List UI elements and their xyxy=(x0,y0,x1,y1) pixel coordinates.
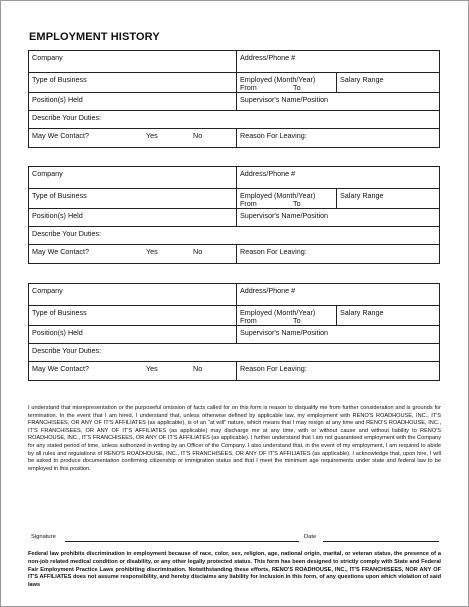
company-field[interactable] xyxy=(29,167,236,188)
may-we-contact-label: May We Contact? xyxy=(32,364,89,373)
employed-label: Employed (Month/Year) xyxy=(240,308,316,317)
to-label: To xyxy=(293,316,301,325)
duties-field[interactable] xyxy=(29,227,439,244)
contact-row xyxy=(29,245,439,263)
date-line[interactable] xyxy=(323,541,439,542)
reason-for-leaving-label: Reason For Leaving: xyxy=(240,247,307,256)
from-label: From xyxy=(240,316,257,325)
duties-label: Describe Your Duties: xyxy=(32,346,102,355)
salary-range-field[interactable] xyxy=(336,306,439,325)
contact-row xyxy=(29,129,439,147)
supervisor-label: Supervisor's Name/Position xyxy=(240,95,329,104)
employer-block-1 xyxy=(28,50,440,148)
reason-for-leaving-field[interactable] xyxy=(236,129,439,147)
address-phone-field[interactable] xyxy=(236,167,439,188)
contact-yes-option[interactable]: Yes xyxy=(146,247,158,256)
positions-held-field[interactable] xyxy=(29,326,236,343)
company-label: Company xyxy=(32,53,63,62)
company-label: Company xyxy=(32,169,63,178)
duties-field[interactable] xyxy=(29,111,439,128)
positions-held-label: Position(s) Held xyxy=(32,328,83,337)
salary-range-label: Salary Range xyxy=(340,75,384,84)
page-title: EMPLOYMENT HISTORY xyxy=(29,31,160,43)
type-of-business-field[interactable] xyxy=(29,73,236,92)
salary-range-label: Salary Range xyxy=(340,308,384,317)
acknowledgement-paragraph: I understand that misrepresentation or the purposeful omission of facts called for on this form is reason to disqualify me from further consideration and is grounds for termination. In the event that I am hired, I understand that, unless otherwise defined by applicable law, my employment with RENO'S ROADHOUSE, INC., IT'S FRANCHISEES, OR ANY OF IT'S AFFILIATES (as applicable), is of an "at will" nature, which means that I may resign at any time and RENO'S ROADHOUSE, INC., IT'S FRANCHISEES, OR ANY OF IT'S AFFILIATES (as applicable) may discharge me at any time, with or without cause and without liability to RENO'S ROADHOUSE, INC., IT'S FRANCHISEES, OR ANY OF IT'S AFFILIATES (as applicable). I further understand that I am not guaranteed employment with the Company for any stated period of time, unless authorized in writing by an Officer of the Company. I also understand that, in the event of my employment, I am required to abide by all rules and regulations of RENO'S ROADHOUSE, INC., IT'S FRANCHISEES, OR ANY OF IT'S AFFILIATES (as applicable). I acknowledge that, upon hire, I will be asked to produce documentation confirming citizenship or immigration status and that I meet the minimum age requirements under state and federal law to be employed in this position. xyxy=(28,405,441,472)
address-phone-field[interactable] xyxy=(236,284,439,305)
salary-range-label: Salary Range xyxy=(340,191,384,200)
employed-label: Employed (Month/Year) xyxy=(240,75,316,84)
business-row xyxy=(29,73,439,93)
may-we-contact-label: May We Contact? xyxy=(32,131,89,140)
contact-row xyxy=(29,362,439,380)
supervisor-label: Supervisor's Name/Position xyxy=(240,211,329,220)
positions-held-field[interactable] xyxy=(29,209,236,226)
contact-no-option[interactable]: No xyxy=(193,247,203,256)
may-we-contact-field xyxy=(29,362,236,380)
may-we-contact-label: May We Contact? xyxy=(32,247,89,256)
reason-for-leaving-label: Reason For Leaving: xyxy=(240,364,307,373)
address-phone-field[interactable] xyxy=(236,51,439,72)
employer-block-2 xyxy=(28,166,440,264)
duties-row xyxy=(29,111,439,129)
to-label: To xyxy=(293,199,301,208)
contact-yes-option[interactable]: Yes xyxy=(146,364,158,373)
salary-range-field[interactable] xyxy=(336,189,439,208)
duties-row xyxy=(29,344,439,362)
from-label: From xyxy=(240,199,257,208)
positions-held-field[interactable] xyxy=(29,93,236,110)
duties-label: Describe Your Duties: xyxy=(32,113,102,122)
supervisor-field[interactable] xyxy=(236,209,439,226)
positions-held-label: Position(s) Held xyxy=(32,95,83,104)
contact-yes-option[interactable]: Yes xyxy=(146,131,158,140)
supervisor-field[interactable] xyxy=(236,93,439,110)
type-of-business-field[interactable] xyxy=(29,306,236,325)
type-of-business-field[interactable] xyxy=(29,189,236,208)
salary-range-field[interactable] xyxy=(336,73,439,92)
type-of-business-label: Type of Business xyxy=(32,308,87,317)
company-field[interactable] xyxy=(29,284,236,305)
duties-label: Describe Your Duties: xyxy=(32,229,102,238)
employed-field[interactable] xyxy=(236,306,336,325)
business-row xyxy=(29,306,439,326)
position-row xyxy=(29,93,439,111)
contact-no-option[interactable]: No xyxy=(193,131,203,140)
contact-no-option[interactable]: No xyxy=(193,364,203,373)
supervisor-field[interactable] xyxy=(236,326,439,343)
federal-law-notice: Federal law prohibits discrimination in employment because of race, color, sex, religion, age, national origin, marital, or veteran status, the presence of a non-job related medical condition or disability, or any other legally protected status. This form has been designed to strictly comply with State and Federal Fair Employment Practice Laws prohibiting discrimination. Notwithstanding these efforts, RENO'S ROADHOUSE, INC., IT'S FRANCHISEES, NOR ANY OF IT'S AFFILIATES does not assume responsibility, and hereby disclaims any liability for inclusion in this form, of any questions upon which violation of said laws xyxy=(28,551,441,589)
may-we-contact-field xyxy=(29,129,236,147)
may-we-contact-field xyxy=(29,245,236,263)
from-label: From xyxy=(240,83,257,92)
company-field[interactable] xyxy=(29,51,236,72)
address-phone-label: Address/Phone # xyxy=(240,53,296,62)
company-row xyxy=(29,167,439,189)
supervisor-label: Supervisor's Name/Position xyxy=(240,328,329,337)
signature-label: Signature xyxy=(31,534,56,540)
signature-line[interactable] xyxy=(65,541,299,542)
address-phone-label: Address/Phone # xyxy=(240,286,296,295)
employed-field[interactable] xyxy=(236,189,336,208)
business-row xyxy=(29,189,439,209)
employed-field[interactable] xyxy=(236,73,336,92)
company-row xyxy=(29,284,439,306)
reason-for-leaving-field[interactable] xyxy=(236,362,439,380)
address-phone-label: Address/Phone # xyxy=(240,169,296,178)
positions-held-label: Position(s) Held xyxy=(32,211,83,220)
duties-field[interactable] xyxy=(29,344,439,361)
type-of-business-label: Type of Business xyxy=(32,75,87,84)
position-row xyxy=(29,209,439,227)
reason-for-leaving-label: Reason For Leaving: xyxy=(240,131,307,140)
position-row xyxy=(29,326,439,344)
reason-for-leaving-field[interactable] xyxy=(236,245,439,263)
duties-row xyxy=(29,227,439,245)
date-label: Date xyxy=(304,534,317,540)
to-label: To xyxy=(293,83,301,92)
employed-label: Employed (Month/Year) xyxy=(240,191,316,200)
type-of-business-label: Type of Business xyxy=(32,191,87,200)
company-row xyxy=(29,51,439,73)
employer-block-3 xyxy=(28,283,440,381)
company-label: Company xyxy=(32,286,63,295)
